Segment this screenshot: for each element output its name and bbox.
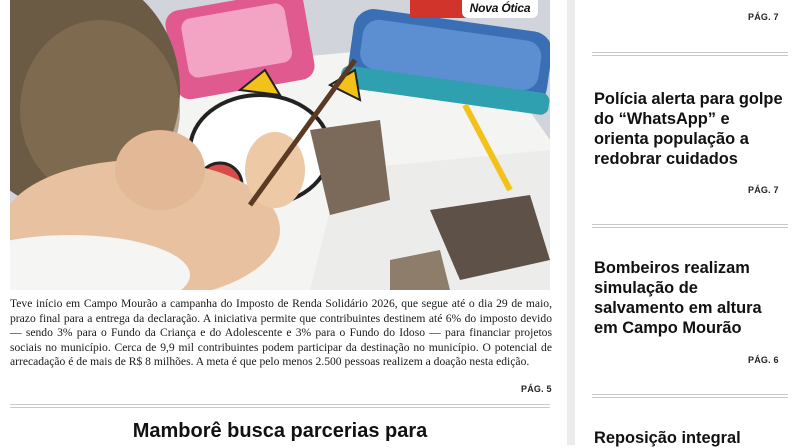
sidebar-item-1-page-ref: PÁG. 7 (748, 185, 779, 195)
lead-photo (10, 0, 550, 290)
sponsor-badge: Nova Ótica (462, 0, 538, 18)
sidebar-item-0-page-ref: PÁG. 7 (748, 12, 779, 22)
next-story-headline[interactable]: Mamborê busca parcerias para (132, 420, 428, 442)
sidebar-divider-2 (592, 224, 788, 228)
sidebar-headline-police[interactable]: Polícia alerta para golpe do “WhatsApp” e orienta população a redobrar cuidados (594, 90, 783, 168)
section-divider (10, 404, 550, 408)
child-drawing-photo-illustration (10, 0, 550, 290)
sidebar-headline-reposicao[interactable]: Reposição integral (594, 429, 741, 447)
sidebar-item-2-page-ref: PÁG. 6 (748, 355, 779, 365)
lead-page-ref: PÁG. 5 (521, 384, 552, 394)
lead-photo-caption: Teve início em Campo Mourão a campanha do Imposto de Renda Solidário 2026, que segue até o dia 29 de maio, prazo final para a entrega da declaração. A iniciativa permite que contribuintes destinem até 6% do imposto devido — sendo 3% para o Fundo da Criança e do Adolescente e 3% para o Fundo do Idoso — para financiar projetos sociais no município. Cerca de 9,9 mil contribuintes podem participar da destinação no município. O potencial de arrecadação é de mais de R$ 8 milhões. A meta é que pelo menos 2.500 pessoas realizem a doação nesta edição. (10, 297, 552, 369)
sidebar-divider-3 (592, 394, 788, 398)
sidebar-divider-1 (592, 52, 788, 56)
sidebar-headline-firefighters[interactable]: Bombeiros realizam simulação de salvamento em altura em Campo Mourão (594, 259, 762, 337)
sidebar-gutter (567, 0, 575, 445)
